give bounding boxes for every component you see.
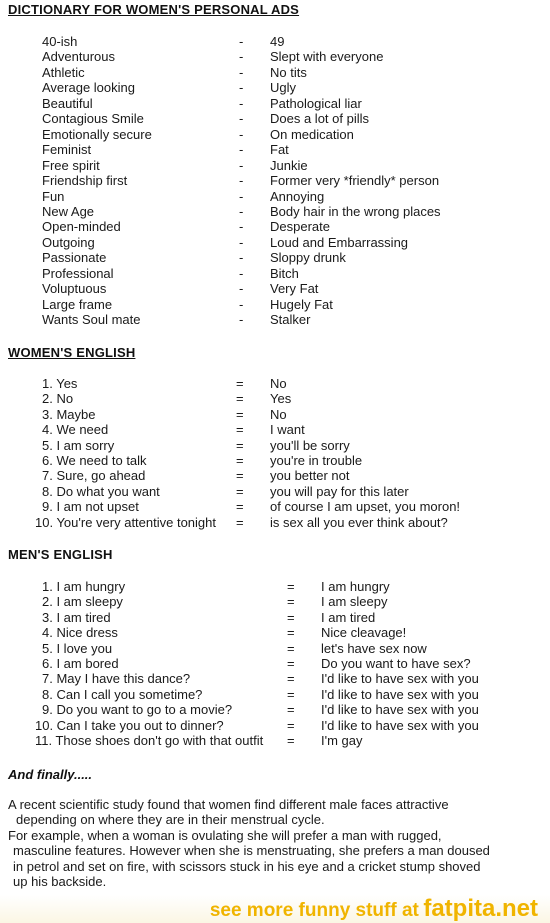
ad-term-meaning: Ugly bbox=[270, 80, 297, 96]
womens-phrase-term: 5. I am sorry bbox=[42, 437, 115, 453]
mens-phrase-term: 1. I am hungry bbox=[42, 579, 126, 594]
mens-phrase-term: 3. I am tired bbox=[42, 609, 111, 625]
mens-phrase-meaning: I am hungry bbox=[321, 579, 390, 594]
ad-term-separator: - bbox=[239, 265, 244, 281]
footer-tagline: see more funny stuff at bbox=[209, 900, 419, 921]
mens-phrase-separator: = bbox=[287, 656, 295, 671]
womens-phrase-meaning: I want bbox=[270, 422, 305, 438]
ad-term-row bbox=[0, 127, 550, 143]
study-line-5: in petrol and set on fire, with scissors stuck in his eye and a cricket stump shoved bbox=[13, 859, 481, 874]
finally-heading: And finally..... bbox=[8, 767, 93, 782]
womens-phrase-row bbox=[0, 499, 550, 515]
ad-term-meaning: Pathological liar bbox=[270, 95, 362, 111]
ad-term-term: Feminist bbox=[42, 142, 92, 158]
ad-term-term: Voluptuous bbox=[42, 281, 107, 297]
ad-term-term: Large frame bbox=[42, 296, 113, 312]
womens-phrase-meaning: Yes bbox=[270, 391, 292, 407]
womens-phrase-meaning: No bbox=[270, 376, 287, 391]
ad-term-term: Beautiful bbox=[42, 95, 93, 111]
ad-term-term: Average looking bbox=[42, 80, 135, 96]
womens-phrase-separator: = bbox=[236, 391, 244, 407]
ad-term-term: Wants Soul mate bbox=[42, 312, 141, 328]
mens-phrase-separator: = bbox=[287, 702, 295, 718]
mens-phrase-term: 5. I love you bbox=[42, 640, 113, 656]
ad-term-meaning: Very Fat bbox=[270, 281, 319, 297]
ad-term-term: Friendship first bbox=[42, 173, 128, 189]
womens-phrase-row bbox=[0, 453, 550, 469]
ad-term-meaning: Junkie bbox=[270, 157, 308, 173]
mens-phrase-meaning: I'd like to have sex with you bbox=[321, 686, 479, 702]
ad-term-separator: - bbox=[239, 80, 244, 96]
ad-term-separator: - bbox=[239, 95, 244, 111]
ad-term-row bbox=[0, 297, 550, 313]
mens-phrase-term: 9. Do you want to go to a movie? bbox=[42, 702, 233, 718]
mens-phrase-meaning: I'd like to have sex with you bbox=[321, 702, 479, 718]
womens-phrase-separator: = bbox=[236, 376, 244, 391]
section-title-personal-ads: DICTIONARY FOR WOMEN'S PERSONAL ADS bbox=[8, 2, 300, 17]
ad-term-separator: - bbox=[239, 173, 244, 189]
ad-term-separator: - bbox=[239, 203, 244, 219]
womens-phrase-term: 4. We need bbox=[42, 422, 109, 438]
womens-phrase-separator: = bbox=[236, 483, 244, 499]
ad-term-separator: - bbox=[239, 234, 244, 250]
mens-phrase-meaning: I am tired bbox=[321, 609, 376, 625]
ad-term-separator: - bbox=[239, 296, 244, 312]
ad-term-row bbox=[0, 266, 550, 282]
ad-term-meaning: No tits bbox=[270, 64, 307, 80]
ad-term-meaning: Desperate bbox=[270, 219, 330, 235]
ad-term-separator: - bbox=[239, 219, 244, 235]
mens-phrase-term: 7. May I have this dance? bbox=[42, 671, 191, 687]
mens-phrase-meaning: I am sleepy bbox=[321, 594, 388, 610]
ad-term-separator: - bbox=[239, 188, 244, 204]
study-line-4: masculine features. However when she is menstruating, she prefers a man doused bbox=[13, 843, 490, 858]
ad-term-separator: - bbox=[239, 64, 244, 80]
womens-phrase-meaning: of course I am upset, you moron! bbox=[270, 499, 461, 515]
ad-term-row bbox=[0, 281, 550, 297]
womens-phrase-term: 2. No bbox=[42, 391, 74, 407]
womens-phrase-row bbox=[0, 407, 550, 423]
ad-term-separator: - bbox=[239, 250, 244, 266]
footer-brand: fatpita.net bbox=[423, 895, 538, 922]
womens-phrase-separator: = bbox=[236, 499, 244, 515]
womens-phrase-separator: = bbox=[236, 468, 244, 484]
ad-term-meaning: 49 bbox=[270, 34, 285, 49]
womens-phrase-row bbox=[0, 391, 550, 407]
mens-phrase-row bbox=[0, 610, 550, 626]
study-line-3: For example, when a woman is ovulating she will prefer a man with rugged, bbox=[8, 828, 442, 843]
mens-phrase-row bbox=[0, 594, 550, 610]
ad-term-meaning: Does a lot of pills bbox=[270, 111, 369, 127]
womens-phrase-term: 7. Sure, go ahead bbox=[42, 468, 146, 484]
mens-phrase-separator: = bbox=[287, 579, 295, 594]
womens-phrase-row bbox=[0, 468, 550, 484]
mens-phrase-meaning: Nice cleavage! bbox=[321, 625, 407, 641]
ad-term-row bbox=[0, 312, 550, 328]
mens-phrase-meaning: let's have sex now bbox=[321, 640, 427, 656]
ad-term-term: Contagious Smile bbox=[42, 111, 144, 127]
mens-phrase-row bbox=[0, 671, 550, 687]
footer-banner[interactable] bbox=[0, 895, 550, 923]
mens-phrase-row bbox=[0, 687, 550, 703]
section-title-mens-english: MEN'S ENGLISH bbox=[8, 547, 113, 562]
womens-phrase-row bbox=[0, 484, 550, 500]
ad-term-meaning: On medication bbox=[270, 126, 354, 142]
mens-phrase-term: 4. Nice dress bbox=[42, 625, 118, 641]
womens-phrase-separator: = bbox=[236, 422, 244, 438]
ad-term-meaning: Hugely Fat bbox=[270, 296, 333, 312]
mens-phrase-separator: = bbox=[287, 717, 295, 733]
ad-term-meaning: Bitch bbox=[270, 265, 299, 281]
ad-term-term: Emotionally secure bbox=[42, 126, 152, 142]
ad-term-separator: - bbox=[239, 49, 244, 65]
womens-phrase-term: 10. You're very attentive tonight bbox=[35, 514, 216, 530]
mens-phrase-term: 8. Can I call you sometime? bbox=[42, 686, 203, 702]
mens-phrase-separator: = bbox=[287, 686, 295, 702]
ad-term-term: Open-minded bbox=[42, 219, 121, 235]
ad-term-row bbox=[0, 250, 550, 266]
mens-phrase-row bbox=[0, 656, 550, 672]
ad-term-row bbox=[0, 173, 550, 189]
ad-term-meaning: Stalker bbox=[270, 312, 311, 328]
ad-term-meaning: Fat bbox=[270, 142, 289, 158]
mens-phrase-row bbox=[0, 702, 550, 718]
mens-phrase-meaning: Do you want to have sex? bbox=[321, 656, 471, 671]
womens-phrase-separator: = bbox=[236, 453, 244, 468]
womens-phrase-separator: = bbox=[236, 437, 244, 453]
womens-phrase-term: 8. Do what you want bbox=[42, 483, 160, 499]
womens-phrase-row bbox=[0, 438, 550, 454]
ad-term-row bbox=[0, 204, 550, 220]
ad-term-term: Athletic bbox=[42, 64, 85, 80]
ad-term-meaning: Loud and Embarrassing bbox=[270, 234, 409, 250]
mens-phrase-term: 6. I am bored bbox=[42, 656, 119, 671]
womens-phrase-meaning: you will pay for this later bbox=[270, 483, 409, 499]
ad-term-row bbox=[0, 219, 550, 235]
mens-phrase-separator: = bbox=[287, 640, 295, 656]
ad-term-term: 40-ish bbox=[42, 34, 78, 49]
womens-phrase-term: 1. Yes bbox=[42, 376, 78, 391]
womens-phrase-meaning: is sex all you ever think about? bbox=[270, 514, 448, 530]
ad-term-row bbox=[0, 96, 550, 112]
mens-phrase-term: 10. Can I take you out to dinner? bbox=[35, 717, 224, 733]
mens-phrase-meaning: I'm gay bbox=[321, 733, 363, 748]
study-line-2: depending on where they are in their menstrual cycle. bbox=[16, 812, 325, 827]
ad-term-term: Professional bbox=[42, 265, 114, 281]
ad-term-term: Adventurous bbox=[42, 49, 115, 65]
ad-term-term: Free spirit bbox=[42, 157, 100, 173]
ad-term-row bbox=[0, 111, 550, 127]
womens-phrase-separator: = bbox=[236, 514, 244, 530]
womens-phrase-row bbox=[0, 515, 550, 531]
ad-term-separator: - bbox=[239, 126, 244, 142]
mens-phrase-separator: = bbox=[287, 609, 295, 625]
womens-phrase-row bbox=[0, 422, 550, 438]
ad-term-meaning: Annoying bbox=[270, 188, 325, 204]
ad-term-row bbox=[0, 80, 550, 96]
ad-term-separator: - bbox=[239, 111, 244, 127]
ad-term-separator: - bbox=[239, 312, 244, 328]
ad-term-separator: - bbox=[239, 142, 244, 158]
ad-term-row bbox=[0, 34, 550, 50]
womens-phrase-term: 3. Maybe bbox=[42, 406, 96, 422]
ad-term-meaning: Body hair in the wrong places bbox=[270, 203, 441, 219]
mens-phrase-separator: = bbox=[287, 625, 295, 641]
womens-phrase-separator: = bbox=[236, 406, 244, 422]
ad-term-row bbox=[0, 142, 550, 158]
womens-phrase-term: 6. We need to talk bbox=[42, 453, 147, 468]
mens-phrase-row bbox=[0, 579, 550, 595]
mens-phrase-meaning: I'd like to have sex with you bbox=[321, 717, 479, 733]
womens-phrase-meaning: No bbox=[270, 406, 287, 422]
womens-phrase-term: 9. I am not upset bbox=[42, 499, 139, 515]
study-line-1: A recent scientific study found that women find different male faces attractive bbox=[8, 797, 449, 812]
footer-link[interactable] bbox=[210, 895, 538, 923]
section-title-womens-english: WOMEN'S ENGLISH bbox=[8, 345, 136, 360]
ad-term-separator: - bbox=[239, 281, 244, 297]
mens-phrase-separator: = bbox=[287, 733, 295, 748]
womens-phrase-row bbox=[0, 376, 550, 392]
ad-term-row bbox=[0, 235, 550, 251]
mens-phrase-row bbox=[0, 718, 550, 734]
ad-term-row bbox=[0, 158, 550, 174]
mens-phrase-term: 2. I am sleepy bbox=[42, 594, 123, 610]
ad-term-row bbox=[0, 65, 550, 81]
study-line-6: up his backside. bbox=[13, 874, 107, 889]
ad-term-term: New Age bbox=[42, 203, 95, 219]
ad-term-separator: - bbox=[239, 157, 244, 173]
mens-phrase-separator: = bbox=[287, 594, 295, 610]
ad-term-term: Passionate bbox=[42, 250, 107, 266]
mens-phrase-row bbox=[0, 641, 550, 657]
mens-phrase-row bbox=[0, 733, 550, 749]
womens-phrase-meaning: you better not bbox=[270, 468, 350, 484]
ad-term-term: Outgoing bbox=[42, 234, 95, 250]
womens-phrase-meaning: you're in trouble bbox=[270, 453, 363, 468]
womens-phrase-meaning: you'll be sorry bbox=[270, 437, 350, 453]
mens-phrase-meaning: I'd like to have sex with you bbox=[321, 671, 479, 687]
ad-term-row bbox=[0, 189, 550, 205]
ad-term-separator: - bbox=[239, 34, 244, 49]
mens-phrase-row bbox=[0, 625, 550, 641]
mens-phrase-separator: = bbox=[287, 671, 295, 687]
ad-term-row bbox=[0, 49, 550, 65]
mens-phrase-term: 11. Those shoes don't go with that outfit bbox=[35, 733, 264, 748]
ad-term-meaning: Former very *friendly* person bbox=[270, 173, 440, 189]
ad-term-meaning: Slept with everyone bbox=[270, 49, 384, 65]
ad-term-term: Fun bbox=[42, 188, 65, 204]
ad-term-meaning: Sloppy drunk bbox=[270, 250, 346, 266]
